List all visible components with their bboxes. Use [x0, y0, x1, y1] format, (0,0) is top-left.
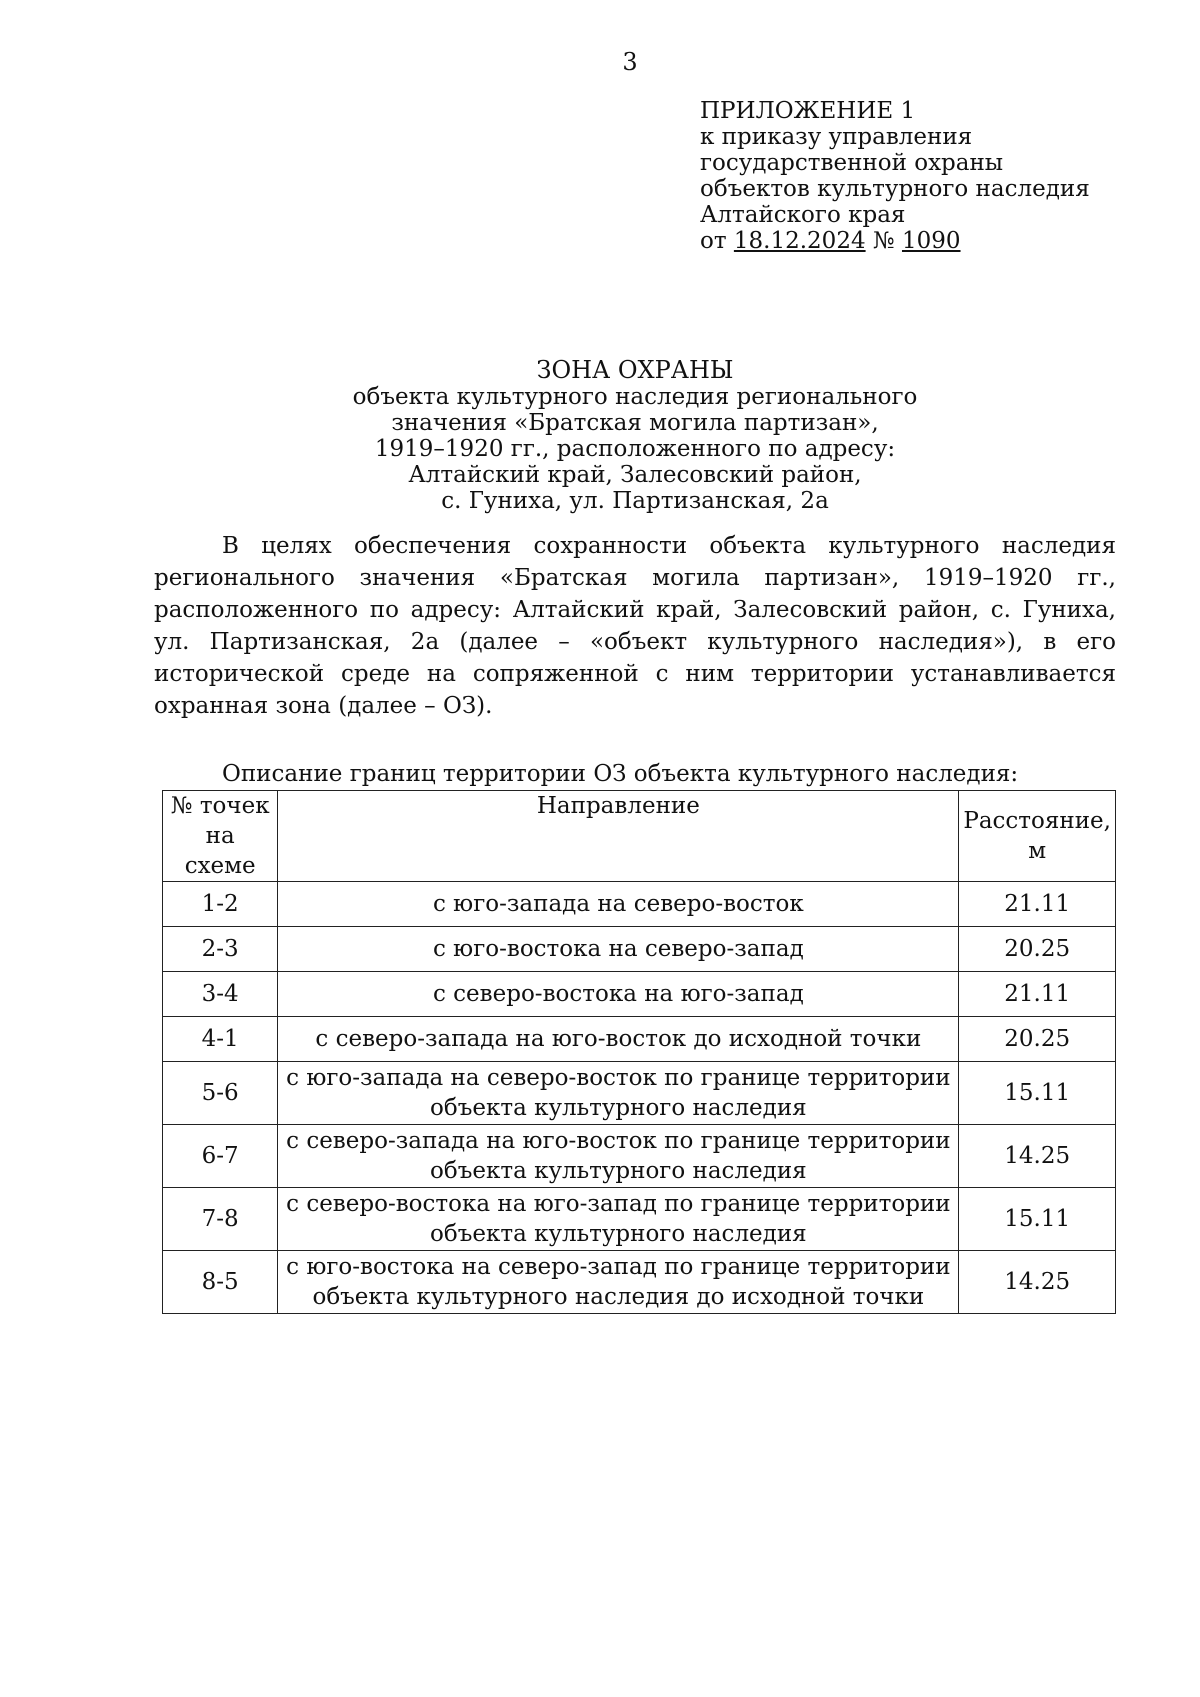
- direction-line: с северо-востока на юго-запад по границе территории: [286, 1191, 951, 1217]
- table-header-row: [163, 791, 1116, 882]
- direction-line: с северо-запада на юго-восток по границе территории: [286, 1128, 951, 1154]
- heading-line: значения «Братская могила партизан»,: [391, 410, 879, 436]
- date-prefix: от: [700, 228, 734, 254]
- table-row: [163, 1188, 1116, 1251]
- cell-direction: [278, 1062, 959, 1125]
- appendix-line: объектов культурного наследия: [700, 176, 1090, 202]
- heading-line: с. Гуниха, ул. Партизанская, 2а: [441, 488, 829, 514]
- cell-points: 6-7: [163, 1125, 278, 1188]
- cell-points: 5-6: [163, 1062, 278, 1125]
- cell-points: 7-8: [163, 1188, 278, 1251]
- cell-direction: [278, 1251, 959, 1314]
- page-number: 3: [622, 48, 638, 76]
- cell-distance: 14.25: [959, 1251, 1116, 1314]
- cell-direction: с северо-востока на юго-запад: [278, 972, 959, 1017]
- table-row: [163, 1251, 1116, 1314]
- table-row: [163, 882, 1116, 927]
- order-date: 18.12.2024: [733, 228, 866, 254]
- cell-direction: [278, 1125, 959, 1188]
- appendix-line: к приказу управления: [700, 124, 973, 150]
- cell-direction: с северо-запада на юго-восток до исходной точки: [278, 1017, 959, 1062]
- header-text: Расстояние,: [963, 808, 1111, 834]
- direction-line: объекта культурного наследия: [430, 1221, 807, 1247]
- cell-points: 2-3: [163, 927, 278, 972]
- direction-line: объекта культурного наследия до исходной точки: [312, 1284, 925, 1310]
- heading-line: объекта культурного наследия регионального: [352, 384, 918, 410]
- boundary-table: [162, 790, 1116, 1314]
- direction-line: с юго-запада на северо-восток по границе территории: [286, 1065, 951, 1091]
- appendix-title: ПРИЛОЖЕНИЕ 1: [700, 98, 916, 124]
- header-direction: [278, 791, 959, 882]
- header-text: № точек: [170, 793, 270, 819]
- document-heading: [300, 356, 970, 514]
- cell-distance: 20.25: [959, 927, 1116, 972]
- cell-distance: 15.11: [959, 1062, 1116, 1125]
- cell-distance: 15.11: [959, 1188, 1116, 1251]
- header-text: м: [1028, 838, 1047, 864]
- header-points: [163, 791, 278, 882]
- table-row: [163, 972, 1116, 1017]
- heading-line: Алтайский край, Залесовский район,: [408, 462, 862, 488]
- number-prefix: №: [865, 228, 902, 254]
- order-number: 1090: [901, 228, 961, 254]
- cell-direction: с юго-востока на северо-запад: [278, 927, 959, 972]
- direction-line: с юго-востока на северо-запад по границе территории: [286, 1254, 951, 1280]
- heading-line: 1919–1920 гг., расположенного по адресу:: [374, 436, 896, 462]
- header-text: на схеме: [184, 823, 256, 879]
- header-text: Направление: [536, 793, 700, 819]
- table-row: [163, 1062, 1116, 1125]
- table-caption: Описание границ территории ОЗ объекта культурного наследия:: [222, 761, 1019, 787]
- appendix-line: Алтайского края: [700, 202, 906, 228]
- cell-points: 1-2: [163, 882, 278, 927]
- cell-distance: 21.11: [959, 882, 1116, 927]
- cell-distance: 20.25: [959, 1017, 1116, 1062]
- table-row: [163, 1125, 1116, 1188]
- cell-points: 8-5: [163, 1251, 278, 1314]
- table-row: [163, 927, 1116, 972]
- direction-line: объекта культурного наследия: [430, 1095, 807, 1121]
- heading-title: ЗОНА ОХРАНЫ: [536, 356, 734, 384]
- direction-line: объекта культурного наследия: [430, 1158, 807, 1184]
- cell-points: 3-4: [163, 972, 278, 1017]
- cell-points: 4-1: [163, 1017, 278, 1062]
- cell-distance: 21.11: [959, 972, 1116, 1017]
- appendix-block: [700, 98, 1180, 254]
- header-distance: [959, 791, 1116, 882]
- table-row: [163, 1017, 1116, 1062]
- appendix-date-line: [700, 228, 1180, 254]
- cell-direction: с юго-запада на северо-восток: [278, 882, 959, 927]
- cell-direction: [278, 1188, 959, 1251]
- cell-distance: 14.25: [959, 1125, 1116, 1188]
- appendix-line: государственной охраны: [700, 150, 1004, 176]
- body-paragraph: В целях обеспечения сохранности объекта культурного наследия регионального значения «Братская могила партизан», 1919–1920 гг., расположенного по адресу: Алтайский край, Залесовский район, с. Гуниха, ул. Партизанская, 2а (далее – «объект культурного наследия»), в его исторической среде на сопряженной с ним территории устанавливается охранная зона (далее – ОЗ).: [154, 533, 1116, 719]
